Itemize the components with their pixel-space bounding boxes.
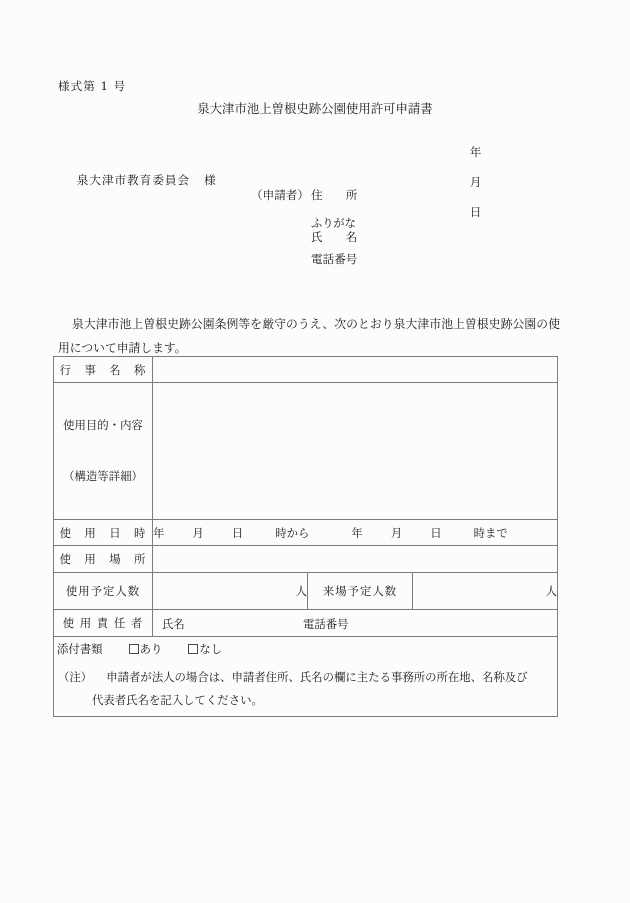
addressee-line (58, 158, 216, 202)
date-year-label: 年 (469, 145, 482, 159)
footnote-line-2: 代表者氏名を記入してください。 (92, 693, 263, 707)
attachments-yes-label: あり (139, 642, 163, 656)
application-form-table (53, 356, 558, 717)
purpose-label (54, 383, 153, 520)
applicant-furigana-label: ふりがな (311, 217, 356, 230)
table-row-place (54, 546, 558, 573)
event-name-label: 行 事 名 称 (54, 357, 153, 383)
datetime-label: 使 用 日 時 (54, 520, 153, 546)
date-line (455, 130, 504, 234)
attachments-yes-checkbox[interactable] (129, 644, 139, 654)
attachments-line (57, 641, 222, 657)
purpose-input[interactable] (153, 383, 558, 520)
attachments-no-checkbox[interactable] (188, 644, 198, 654)
purpose-label-line2: （構造等詳細） (63, 469, 143, 483)
applicant-address-label: 住 所 (311, 188, 358, 202)
place-label: 使 用 場 所 (54, 546, 153, 573)
applicant-name-label: 氏 名 (311, 230, 358, 244)
table-row-people-count (54, 573, 558, 610)
datetime-to-time: 時まで (473, 525, 508, 540)
form-number: 様式第 1 号 (58, 79, 127, 93)
applicant-prefix: （申請者） (251, 188, 309, 202)
attachments-label: 添付書類 (57, 642, 103, 656)
users-count-input[interactable] (153, 573, 308, 610)
users-count-label: 使用予定人数 (54, 573, 153, 610)
footnote-text-1: 申請者が法人の場合は、申請者住所、氏名の欄に主たる事務所の所在地、名称及び (106, 670, 528, 684)
application-statement: 泉大津市池上曽根史跡公園条例等を厳守のうえ、次のとおり泉大津市池上曽根史跡公園の使用について申請します。 (58, 317, 560, 355)
footnote-line-1 (58, 666, 570, 689)
manager-phone-label: 電話番号 (303, 617, 349, 631)
users-count-unit: 人 (295, 584, 307, 598)
visitors-count-unit: 人 (545, 584, 558, 598)
footnote (58, 666, 570, 712)
applicant-phone-label: 電話番号 (311, 252, 358, 266)
datetime-from-year: 年 (153, 525, 165, 540)
place-input[interactable] (153, 546, 558, 573)
manager-name-label: 氏名 (162, 617, 185, 631)
table-row-purpose (54, 383, 558, 520)
event-name-input[interactable] (153, 357, 558, 383)
table-row-event-name (54, 357, 558, 383)
addressee-name: 泉大津市教育委員会 (76, 173, 191, 187)
datetime-to-day: 日 (430, 525, 442, 540)
visitors-count-input[interactable] (413, 573, 558, 610)
datetime-input[interactable] (153, 520, 558, 546)
date-month-label: 月 (469, 175, 482, 189)
datetime-to-year: 年 (351, 525, 363, 540)
datetime-to-month: 月 (390, 525, 403, 540)
footnote-marker: （注） (58, 670, 93, 684)
datetime-from-month: 月 (192, 525, 204, 540)
date-day-label: 日 (469, 205, 482, 219)
datetime-from-time: 時から (275, 525, 310, 540)
table-row-manager (54, 610, 558, 637)
attachments-no-label: なし (199, 642, 223, 656)
table-row-datetime (54, 520, 558, 546)
addressee-honorific: 様 (204, 173, 216, 187)
purpose-label-line1: 使用目的・内容 (63, 418, 143, 432)
visitors-count-label: 来場予定人数 (308, 573, 413, 610)
document-title: 泉大津市池上曽根史跡公園使用許可申請書 (197, 101, 433, 116)
manager-label: 使 用 責 任 者 (54, 610, 153, 637)
datetime-from-day: 日 (231, 525, 244, 540)
manager-input[interactable] (153, 610, 558, 637)
